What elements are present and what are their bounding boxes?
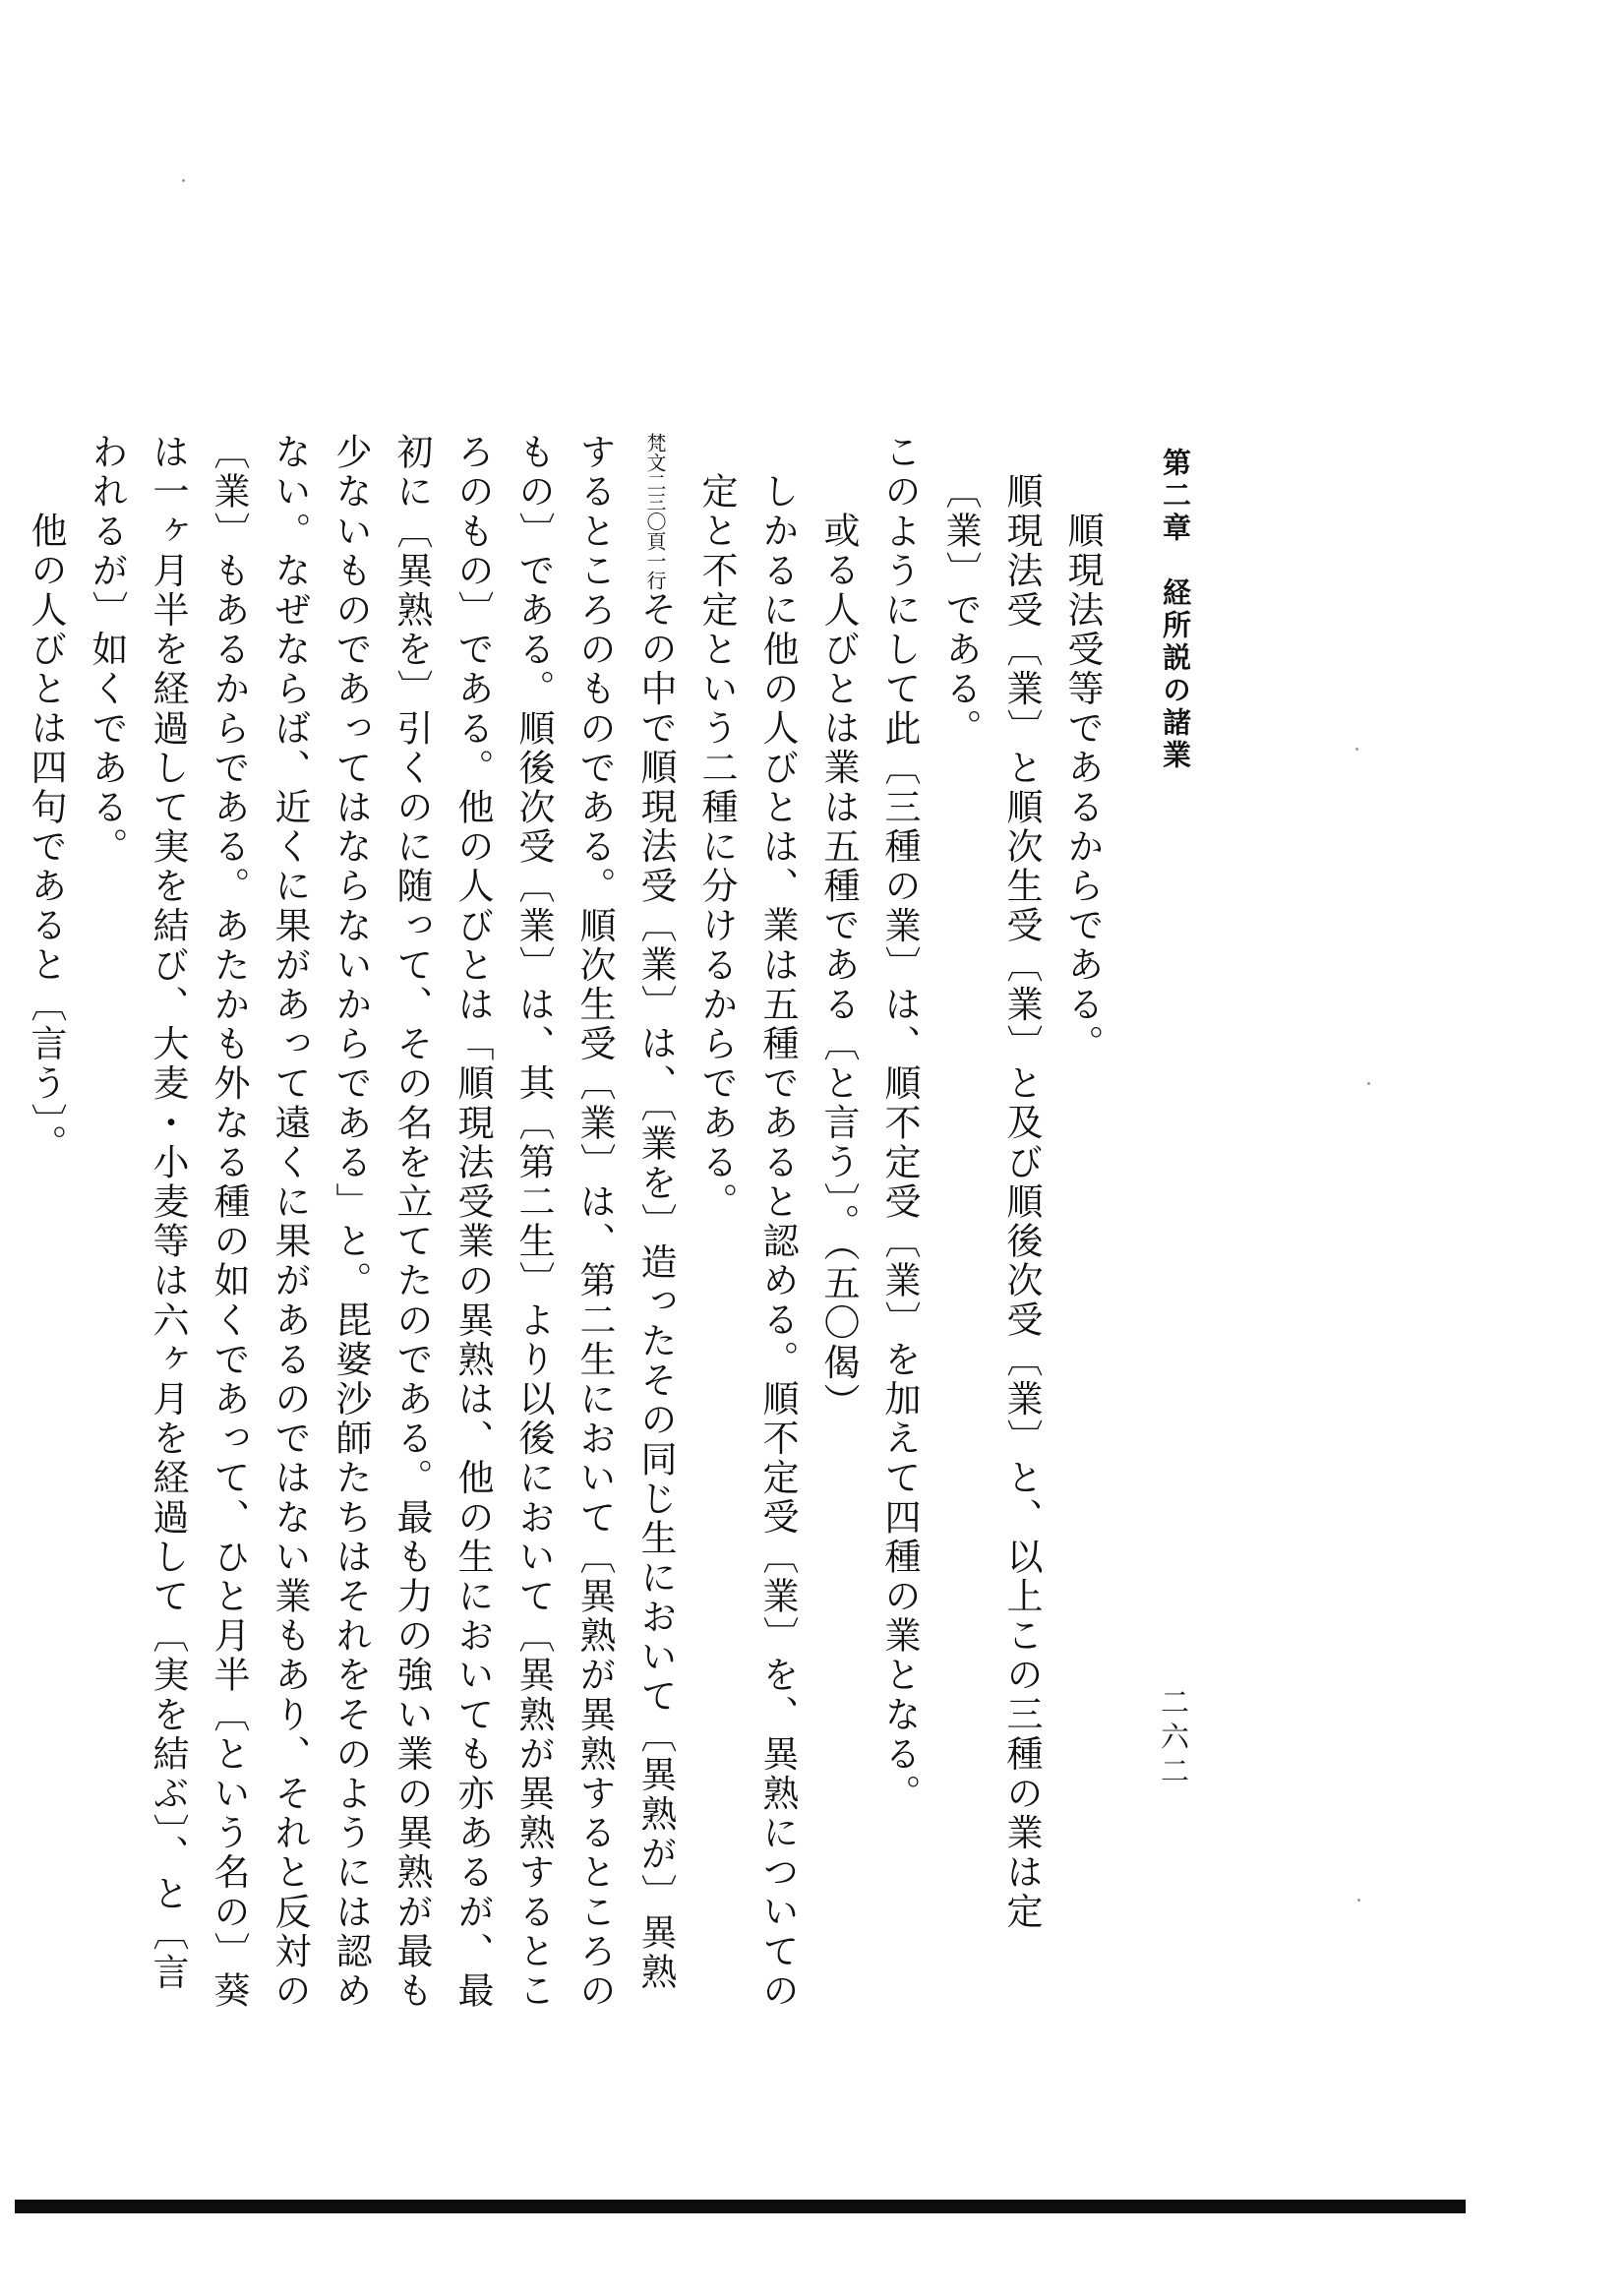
paragraph: しかるに他の人びとは、業は五種であると認める。順不定受〔業〕を、異熟についての定と不定という二種に分けるからである。 [695, 472, 799, 2011]
paragraph: 他の人びとは四句であると〔言う〕。 [25, 512, 67, 1165]
marginal-note: 梵文二三〇頁一行 [643, 433, 667, 590]
paragraph: 或る人びとは業は五種である〔と言う〕。（五〇偈） [817, 512, 860, 1422]
page-number: 二六二 [1157, 1687, 1190, 1790]
paragraph: このようにして此〔三種の業〕は、順不定受〔業〕を加えて四種の業となる。 [878, 433, 921, 1814]
paragraph-with-note [76, 433, 686, 2026]
scan-edge-bar [15, 2200, 1466, 2213]
paragraph-text: その中で順現法受〔業〕は、〔業を〕造ったその同じ生において〔異熟が〕異熟するところのものである。順次生受〔業〕は、第二生において〔異熟が異熟するところのもの〕である。順後次受〔業〕は、其〔第二生〕より以後において〔異熟が異熟するところのもの〕である。他の人びとは「順現法受業の異熟は、他の生においても亦あるが、最初に〔異熟を〕引くのに随って、その名を立てたのである。最も力の強い業の異熟が最も少ないものであってはならないからである」と。毘婆沙師たちはそれをそのようには認めない。なぜならば、近くに果があって遠くに果があるのではない業もあり、それと反対の〔業〕もあるからである。あたかも外なる種の如くであって、ひと月半〔という名の〕葵は一ヶ月半を経過して実を結び、大麦・小麦等は六ヶ月を経過して〔実を結ぶ〕、と〔言われるが〕如くである。 [86, 433, 677, 2011]
scan-speck [182, 179, 185, 182]
body-text [15, 433, 1113, 2026]
scan-speck [1367, 1082, 1370, 1085]
scan-speck [1357, 1899, 1360, 1902]
paragraph: 順現法受〔業〕と順次生受〔業〕と及び順後次受〔業〕と、以上この三種の業は定〔業〕である。 [939, 472, 1043, 1932]
paragraph: 順現法受等であるからである。 [1061, 512, 1104, 1064]
scan-speck [1355, 748, 1358, 751]
running-header-chapter: 第二章 経所説の諸業 [1159, 448, 1192, 772]
